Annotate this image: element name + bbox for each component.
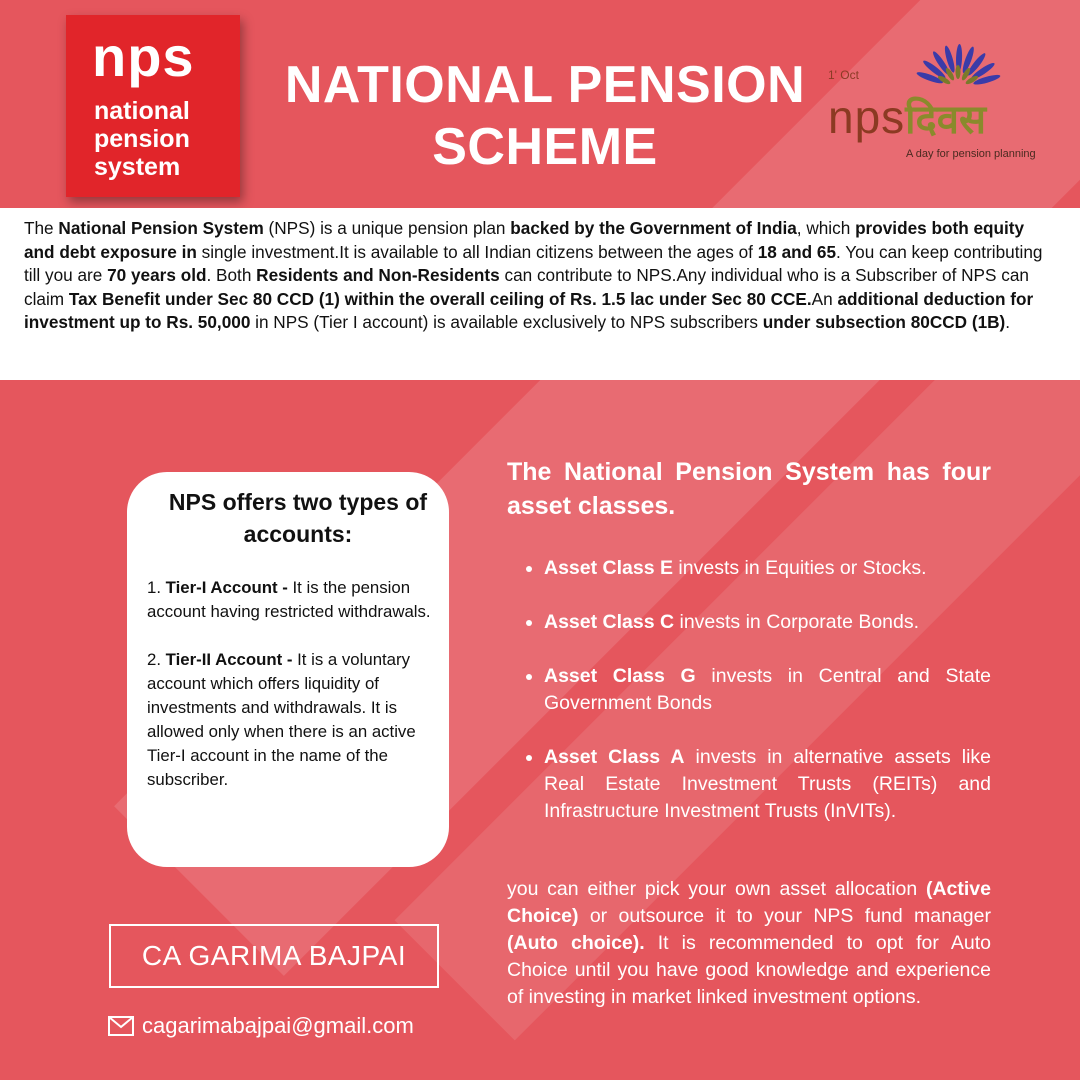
divas-tagline: A day for pension planning xyxy=(906,148,1036,160)
nps-logo-line: national xyxy=(94,97,190,125)
intro-paragraph xyxy=(0,208,1080,380)
divas-date: 1' Oct xyxy=(828,68,859,82)
list-item xyxy=(544,555,991,582)
intro-highlight: under subsection 80CCD (1B) xyxy=(762,312,1006,332)
intro-run: An xyxy=(811,288,838,309)
list-item xyxy=(544,663,991,717)
nps-logo xyxy=(66,15,240,197)
intro-run: (NPS) is a unique pension plan xyxy=(263,218,511,238)
author-name-box xyxy=(109,924,439,988)
asset-class-text: invests in Central and State Government Bonds xyxy=(544,665,991,714)
asset-class-text: invests in Equities or Stocks. xyxy=(673,557,927,579)
nps-logo-line: system xyxy=(94,153,181,181)
intro-highlight: Residents and Non-Residents xyxy=(256,265,500,285)
author-name: CA GARIMA BAJPAI xyxy=(141,940,407,971)
allocation-paragraph xyxy=(507,876,991,1011)
account-item xyxy=(147,648,435,792)
intro-run: . You can keep contributing till you are xyxy=(24,241,1043,285)
accounts-card-title: NPS offers two types of accounts: xyxy=(168,489,428,547)
asset-class-label: Asset Class E xyxy=(544,557,673,579)
intro-highlight: additional deduction for investment up to Rs. 50,000 xyxy=(24,288,1034,332)
author-email[interactable]: cagarimabajpai@gmail.com xyxy=(142,1013,414,1038)
auto-choice: (Auto choice). xyxy=(507,932,645,954)
divas-devanagari: दिवस xyxy=(905,97,987,143)
asset-class-label: Asset Class C xyxy=(544,611,675,633)
account-item xyxy=(147,576,435,624)
page-title xyxy=(270,54,820,178)
asset-class-label: Asset Class A xyxy=(544,746,685,768)
list-item xyxy=(544,609,991,636)
asset-classes-section xyxy=(507,455,991,852)
intro-highlight: provides both equity and debt exposure in xyxy=(24,218,1025,262)
intro-run: single investment.It is available to all Indian citizens between the ages of xyxy=(196,241,758,262)
accounts-card xyxy=(127,472,449,867)
intro-highlight: National Pension System xyxy=(58,218,264,238)
intro-highlight: 70 years old xyxy=(107,265,207,285)
asset-class-label: Asset Class G xyxy=(544,665,696,687)
intro-run: . xyxy=(1005,312,1011,332)
page-title-line: NATIONAL PENSION xyxy=(284,56,806,114)
intro-run: The xyxy=(24,218,59,238)
divas-wordmark xyxy=(828,92,986,154)
allocation-text: or outsource it to your NPS fund manager xyxy=(578,905,991,927)
nps-divas-logo xyxy=(822,36,1062,166)
account-num: 2. xyxy=(147,650,166,669)
allocation-text: you can either pick your own asset allocation xyxy=(507,878,926,900)
nps-logo-mark: nps xyxy=(92,25,195,88)
nps-logo-line: pension xyxy=(94,125,190,153)
intro-highlight: 18 and 65 xyxy=(757,241,837,262)
account-label: Tier-I Account - xyxy=(165,578,293,597)
account-label: Tier-II Account - xyxy=(165,650,298,669)
account-num: 1. xyxy=(147,578,166,597)
divas-latin: nps xyxy=(828,91,906,143)
author-email-row[interactable] xyxy=(108,1012,414,1040)
intro-highlight: backed by the Government of India xyxy=(510,218,797,238)
active-choice: (Active Choice) xyxy=(507,878,991,927)
intro-text xyxy=(24,218,1042,332)
account-text: It is a voluntary account which offers liquidity of investments and withdrawals. It is allowed only when there is an active Tier-I account in the name of the subscriber. xyxy=(147,650,416,789)
asset-class-text: invests in Corporate Bonds. xyxy=(674,611,920,633)
nps-logo-name xyxy=(94,97,190,181)
intro-highlight: Tax Benefit under Sec 80 CCD (1) within the overall ceiling of Rs. 1.5 lac under Sec 80 CCE. xyxy=(68,288,812,309)
page-title-line: SCHEME xyxy=(432,118,658,176)
asset-class-text: invests in alternative assets like Real Estate Investment Trusts (REITs) and Infrastructure Investment Trusts (InVITs). xyxy=(544,746,991,822)
allocation-text: It is recommended to opt for Auto Choice until you have good knowledge and experience of investing in market linked investment options. xyxy=(507,932,991,1008)
email-icon xyxy=(108,1016,134,1036)
asset-classes-heading: The National Pension System has four asset classes. xyxy=(507,458,991,520)
list-item xyxy=(544,744,991,825)
intro-run: can contribute to NPS.Any individual who is a Subscriber of NPS can claim xyxy=(24,265,1029,309)
intro-run: . Both xyxy=(206,265,257,285)
intro-run: , which xyxy=(796,218,856,238)
account-text: It is the pension account having restricted withdrawals. xyxy=(147,578,431,621)
intro-run: in NPS (Tier I account) is available exclusively to NPS subscribers xyxy=(250,312,763,332)
asset-classes-list xyxy=(507,555,991,825)
